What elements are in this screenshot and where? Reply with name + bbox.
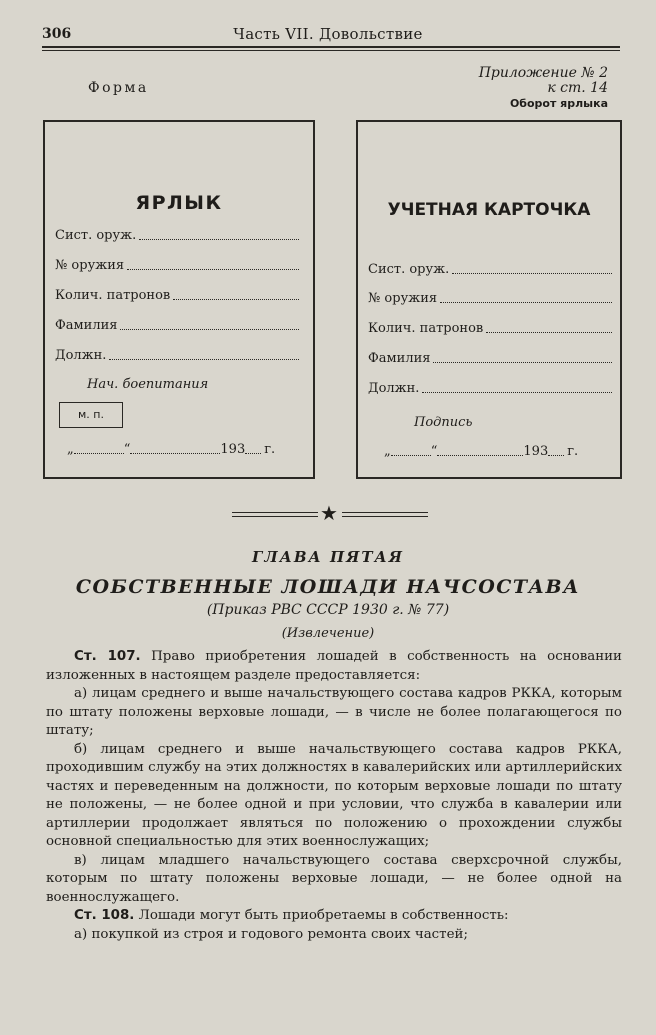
record-card bbox=[356, 120, 622, 479]
label-card-signature: Нач. боепитания bbox=[87, 377, 209, 392]
label-field-weapon-system: Сист. оруж. bbox=[55, 228, 299, 243]
article-text bbox=[46, 648, 622, 944]
record-card-title: УЧЕТНАЯ КАРТОЧКА bbox=[387, 200, 591, 220]
record-card-date: „ “ 193 г. bbox=[384, 444, 579, 459]
article-107-intro: Ст. 107. Право приобретения лошадей в собственность на основании изложенных в настоящем разделе предоставляется: bbox=[46, 649, 622, 683]
label-field-cartridges: Колич. патронов bbox=[55, 288, 299, 303]
header-rule-thin bbox=[42, 50, 620, 51]
form-label: Форма bbox=[88, 80, 149, 96]
label-card-date: „ “ 193 г. bbox=[67, 442, 276, 457]
record-field-cartridges: Колич. патронов bbox=[368, 321, 612, 336]
record-card-signature: Подпись bbox=[414, 415, 473, 430]
article-108-intro: Ст. 108. Лошади могут быть приобретаемы в собственность: bbox=[74, 908, 509, 923]
chapter-order: (Приказ РВС СССР 1930 г. № 77) bbox=[206, 602, 450, 618]
chapter-title: СОБСТВЕННЫЕ ЛОШАДИ НАЧСОСТАВА bbox=[75, 576, 581, 598]
record-field-surname: Фамилия bbox=[368, 351, 612, 366]
chapter-label: ГЛАВА ПЯТАЯ bbox=[252, 548, 404, 566]
record-field-weapon-system: Сист. оруж. bbox=[368, 262, 612, 277]
stamp-box: м. п. bbox=[59, 402, 123, 428]
label-card bbox=[43, 120, 315, 479]
page-number: 306 bbox=[42, 26, 72, 42]
article-107-item-c: в) лицам младшего начальствующего состава сверхсрочной службы, которым по штату положены верховые лошади, — не более одной на военнослужащего. bbox=[46, 852, 622, 905]
label-field-position: Должн. bbox=[55, 348, 299, 363]
appendix-note bbox=[479, 66, 608, 111]
record-field-weapon-number: № оружия bbox=[368, 291, 612, 306]
header-rule bbox=[42, 46, 620, 48]
section-separator bbox=[232, 501, 428, 525]
label-field-surname: Фамилия bbox=[55, 318, 299, 333]
appendix-line-1: Приложение № 2 bbox=[478, 65, 608, 81]
appendix-line-3: Оборот ярлыка bbox=[509, 97, 608, 110]
article-108-item-a: а) покупкой из строя и годового ремонта своих частей; bbox=[74, 926, 468, 942]
article-107-item-b: б) лицам среднего и выше начальствующего состава кадров РККА, проходившим службу на этих должностях в кавалерийских или артиллерийских частях и переведенным на должности, по которым верховые лошади по штату не положены, — не более одной и при условии, что служба в кавалерии или артиллерии продолжает являться по положению о прохождении службы основной специальностью для этих военнослужащих; bbox=[46, 741, 622, 849]
running-title: Часть VII. Довольствие bbox=[233, 25, 423, 43]
label-field-weapon-number: № оружия bbox=[55, 258, 299, 273]
record-field-position: Должн. bbox=[368, 381, 612, 396]
appendix-line-2: к ст. 14 bbox=[547, 80, 608, 96]
star-icon: ★ bbox=[320, 501, 338, 525]
article-107-item-a: а) лицам среднего и выше начальствующего состава кадров РККА, которым по штату положены верховые лошади, — в числе не более полагающегося по штату; bbox=[46, 686, 622, 738]
label-card-title: ЯРЛЫК bbox=[135, 192, 223, 214]
chapter-excerpt-note: (Извлечение) bbox=[281, 626, 375, 641]
